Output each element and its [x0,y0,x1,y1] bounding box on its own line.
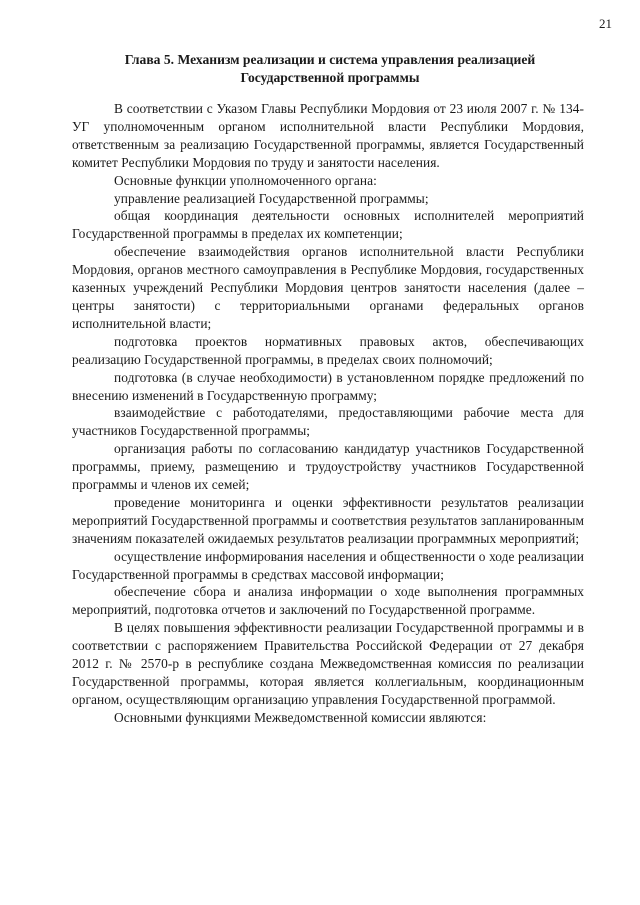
paragraph: осуществление информирования населения и общественности о ходе реализации Государственной программы в средствах массовой информации; [72,548,584,582]
chapter-title-line-2: Государственной программы [240,70,420,85]
paragraph: проведение мониторинга и оценки эффективности результатов реализации мероприятий Государственной программы и соответствия результатов запланированным значениям показателей ожидаемых результатов реализации программных мероприятий; [72,494,584,546]
page-number: 21 [599,16,612,31]
document-body [72,100,584,727]
paragraph: обеспечение сбора и анализа информации о ходе выполнения программных мероприятий, подготовка отчетов и заключений по Государственной программе. [72,584,584,618]
paragraph: В целях повышения эффективности реализации Государственной программы и в соответствии с распоряжением Правительства Российской Федерации от 27 декабря 2012 г. № 2570-р в республике создана Межведомственная комиссия по реализации Государственной программы, которая является коллегиальным, координационным органом, осуществляющим организацию управления Государственной программой. [72,620,584,707]
chapter-title [70,51,590,87]
paragraph: управление реализацией Государственной программы; [114,190,429,206]
paragraph: подготовка проектов нормативных правовых актов, обеспечивающих реализацию Государственной программы, в пределах своих полномочий; [72,333,584,367]
paragraph: подготовка (в случае необходимости) в установленном порядке предложений по внесению изменений в Государственную программу; [72,369,584,403]
paragraph: общая координация деятельности основных исполнителей мероприятий Государственной программы в пределах их компетенции; [72,208,584,242]
paragraph: Основные функции уполномоченного органа: [114,172,377,188]
chapter-title-line-1: Глава 5. Механизм реализации и система управления реализацией [124,52,536,67]
paragraph: взаимодействие с работодателями, предоставляющими рабочие места для участников Государственной программы; [72,405,584,439]
paragraph: Основными функциями Межведомственной комиссии являются: [114,709,487,725]
paragraph: В соответствии с Указом Главы Республики Мордовия от 23 июля 2007 г. № 134-УГ уполномоченным органом исполнительной власти Республики Мордовия, ответственным за реализацию Государственной программы, является Государственный комитет Республики Мордовия по труду и занятости населения. [72,101,584,170]
paragraph: обеспечение взаимодействия органов исполнительной власти Республики Мордовия, органов местного самоуправления в Республике Мордовия, государственных казенных учреждений Республики Мордовия центров занятости населения (далее – центры занятости) с территориальными органами федеральных органов исполнительной власти; [72,244,584,331]
paragraph: организация работы по согласованию кандидатур участников Государственной программы, приему, размещению и трудоустройству участников Государственной программы и членов их семей; [72,441,584,493]
